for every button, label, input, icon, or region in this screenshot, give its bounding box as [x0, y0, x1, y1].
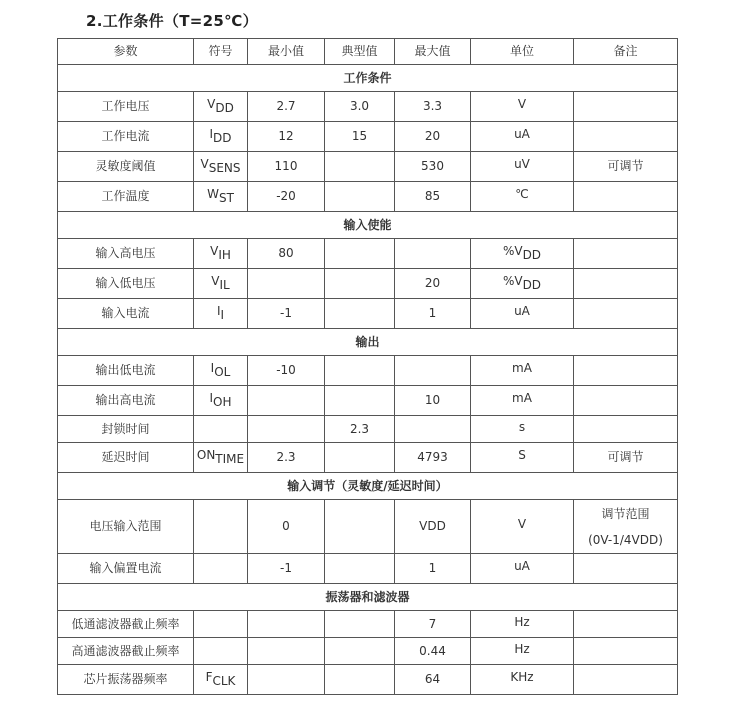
unit-main: KHz — [510, 670, 534, 685]
symbol-main: ON — [196, 448, 216, 463]
section-row — [58, 584, 678, 611]
typ-cell — [325, 611, 395, 638]
note-cell — [574, 665, 678, 695]
header-max: 最大值 — [395, 39, 471, 65]
note-cell — [574, 269, 678, 299]
section-row — [58, 473, 678, 500]
max-cell: 20 — [395, 122, 471, 152]
table-row — [58, 299, 678, 329]
note-cell — [574, 92, 678, 122]
symbol-subscript: TIME — [215, 452, 245, 467]
note-cell: 可调节 — [574, 152, 678, 182]
min-cell: -1 — [248, 299, 325, 329]
symbol-subscript: IL — [219, 278, 230, 293]
unit-cell — [471, 638, 574, 665]
unit-cell — [471, 665, 574, 695]
param-cell: 封锁时间 — [58, 416, 194, 443]
unit-main: mA — [512, 391, 532, 406]
symbol-subscript: IH — [218, 248, 231, 263]
section-row — [58, 329, 678, 356]
param-cell: 芯片振荡器频率 — [58, 665, 194, 695]
typ-cell: 2.3 — [325, 416, 395, 443]
unit-cell — [471, 239, 574, 269]
min-cell: -20 — [248, 182, 325, 212]
note-cell — [574, 416, 678, 443]
symbol-main: I — [209, 127, 214, 142]
table-row — [58, 554, 678, 584]
section-row — [58, 212, 678, 239]
table-row — [58, 122, 678, 152]
param-cell: 灵敏度阈值 — [58, 152, 194, 182]
max-cell: 7 — [395, 611, 471, 638]
typ-cell: 3.0 — [325, 92, 395, 122]
typ-cell — [325, 239, 395, 269]
param-cell: 输入偏置电流 — [58, 554, 194, 584]
symbol-cell — [194, 611, 248, 638]
max-cell: 20 — [395, 269, 471, 299]
max-cell: 4793 — [395, 443, 471, 473]
param-cell: 低通滤波器截止频率 — [58, 611, 194, 638]
unit-cell — [471, 500, 574, 554]
max-cell: 1 — [395, 299, 471, 329]
unit — [515, 187, 528, 205]
table-header-row — [58, 39, 678, 65]
symbol-cell — [194, 152, 248, 182]
min-cell — [248, 269, 325, 299]
note-cell — [574, 611, 678, 638]
min-cell — [248, 611, 325, 638]
symbol-cell — [194, 665, 248, 695]
unit-main: s — [518, 419, 526, 434]
section-title: 输出 — [58, 329, 678, 356]
unit-main: mA — [512, 361, 532, 376]
max-cell — [395, 356, 471, 386]
symbol-subscript: DD — [213, 131, 232, 146]
symbol-main: I — [216, 304, 221, 319]
typ-cell — [325, 356, 395, 386]
param-cell: 延迟时间 — [58, 443, 194, 473]
symbol — [209, 391, 231, 409]
symbol-main: V — [207, 97, 216, 112]
unit-cell — [471, 152, 574, 182]
table-row — [58, 500, 678, 554]
table-row — [58, 386, 678, 416]
section-title: 输入使能 — [58, 212, 678, 239]
unit — [518, 97, 526, 115]
max-cell — [395, 239, 471, 269]
table-row — [58, 269, 678, 299]
note-line-2: (0V-1/4VDD) — [588, 532, 663, 547]
unit-cell — [471, 182, 574, 212]
symbol-main: I — [209, 391, 214, 406]
symbol-main: V — [210, 244, 219, 259]
note-cell — [574, 638, 678, 665]
min-cell: -10 — [248, 356, 325, 386]
max-cell — [395, 416, 471, 443]
table-row — [58, 611, 678, 638]
unit — [518, 448, 526, 466]
typ-cell — [325, 638, 395, 665]
typ-cell — [325, 299, 395, 329]
min-cell: 2.3 — [248, 443, 325, 473]
note-cell: 可调节 — [574, 443, 678, 473]
unit-main: V — [517, 97, 527, 112]
header-typ: 典型值 — [325, 39, 395, 65]
symbol-cell — [194, 239, 248, 269]
unit-subscript: DD — [522, 248, 542, 263]
max-cell: 530 — [395, 152, 471, 182]
unit — [514, 304, 530, 322]
symbol — [211, 274, 229, 292]
typ-cell — [325, 554, 395, 584]
max-cell: 3.3 — [395, 92, 471, 122]
table-row — [58, 416, 678, 443]
unit-main: S — [518, 448, 526, 463]
typ-cell — [325, 500, 395, 554]
symbol-cell — [194, 554, 248, 584]
max-cell: VDD — [395, 500, 471, 554]
max-cell: 85 — [395, 182, 471, 212]
param-cell: 输入低电压 — [58, 269, 194, 299]
unit — [514, 559, 530, 577]
note-cell — [574, 122, 678, 152]
unit-main: ℃ — [515, 187, 529, 202]
table-row — [58, 92, 678, 122]
typ-cell — [325, 443, 395, 473]
note-line-1: 调节范围 — [601, 506, 650, 521]
typ-cell — [325, 665, 395, 695]
table-row — [58, 356, 678, 386]
unit — [519, 420, 525, 438]
unit — [514, 615, 529, 633]
table-row — [58, 665, 678, 695]
table-row — [58, 182, 678, 212]
symbol-cell — [194, 416, 248, 443]
symbol — [211, 361, 231, 379]
max-cell: 0.44 — [395, 638, 471, 665]
unit-cell — [471, 554, 574, 584]
typ-cell — [325, 152, 395, 182]
section-heading: 2.工作条件（T=25℃） — [86, 12, 258, 30]
min-cell — [248, 416, 325, 443]
unit — [514, 642, 529, 660]
symbol-cell — [194, 500, 248, 554]
symbol-subscript: OH — [213, 395, 232, 410]
note-cell — [574, 182, 678, 212]
symbol-main: F — [205, 670, 213, 685]
symbol-subscript: DD — [215, 101, 234, 116]
symbol — [210, 244, 231, 262]
symbol-subscript: CLK — [212, 674, 236, 689]
min-cell — [248, 638, 325, 665]
param-cell: 工作电流 — [58, 122, 194, 152]
symbol — [207, 187, 234, 205]
header-param: 参数 — [58, 39, 194, 65]
max-cell: 64 — [395, 665, 471, 695]
section-title: 输入调节（灵敏度/延迟时间） — [58, 473, 678, 500]
unit-subscript: DD — [522, 278, 542, 293]
unit-main: uA — [514, 127, 530, 142]
symbol-cell — [194, 443, 248, 473]
min-cell: 80 — [248, 239, 325, 269]
symbol-subscript: SENS — [208, 161, 241, 176]
unit-main: uA — [514, 559, 530, 574]
unit-main: Hz — [514, 641, 530, 656]
unit — [512, 391, 532, 409]
unit-main: uV — [514, 157, 530, 172]
min-cell: -1 — [248, 554, 325, 584]
param-cell: 工作温度 — [58, 182, 194, 212]
min-cell — [248, 386, 325, 416]
unit-main: V — [517, 517, 527, 532]
note-cell — [574, 239, 678, 269]
header-symbol: 符号 — [194, 39, 248, 65]
note-cell — [574, 299, 678, 329]
min-cell: 0 — [248, 500, 325, 554]
unit — [503, 244, 541, 262]
unit-cell — [471, 386, 574, 416]
unit — [514, 127, 530, 145]
symbol-cell — [194, 122, 248, 152]
unit-cell — [471, 92, 574, 122]
symbol-cell — [194, 356, 248, 386]
note-cell — [574, 500, 678, 554]
unit — [518, 517, 526, 535]
symbol-cell — [194, 269, 248, 299]
symbol-main: V — [211, 274, 220, 289]
unit — [514, 157, 530, 175]
param-cell: 工作电压 — [58, 92, 194, 122]
param-cell: 输入电流 — [58, 299, 194, 329]
unit-cell — [471, 611, 574, 638]
symbol-main: I — [210, 361, 215, 376]
table-row — [58, 239, 678, 269]
param-cell: 输入高电压 — [58, 239, 194, 269]
symbol — [197, 448, 244, 466]
symbol — [200, 157, 240, 175]
header-min: 最小值 — [248, 39, 325, 65]
typ-cell — [325, 269, 395, 299]
unit-cell — [471, 269, 574, 299]
symbol-cell — [194, 386, 248, 416]
symbol — [209, 127, 231, 145]
section-title: 振荡器和滤波器 — [58, 584, 678, 611]
unit-main: Hz — [514, 614, 530, 629]
unit-main: %V — [502, 244, 523, 259]
section-title: 工作条件 — [58, 65, 678, 92]
min-cell: 110 — [248, 152, 325, 182]
symbol-cell — [194, 638, 248, 665]
symbol — [217, 304, 224, 322]
min-cell: 12 — [248, 122, 325, 152]
typ-cell: 15 — [325, 122, 395, 152]
symbol-subscript: I — [220, 308, 225, 323]
table-row — [58, 443, 678, 473]
table-row — [58, 638, 678, 665]
min-cell — [248, 665, 325, 695]
param-cell: 输出低电流 — [58, 356, 194, 386]
section-row — [58, 65, 678, 92]
param-cell: 电压输入范围 — [58, 500, 194, 554]
operating-conditions-table — [57, 38, 678, 695]
unit-main: %V — [502, 274, 523, 289]
max-cell: 10 — [395, 386, 471, 416]
header-note: 备注 — [574, 39, 678, 65]
note-cell — [574, 356, 678, 386]
unit-cell — [471, 122, 574, 152]
symbol-main: V — [200, 157, 209, 172]
symbol-subscript: OL — [214, 365, 231, 380]
symbol-cell — [194, 92, 248, 122]
unit-cell — [471, 356, 574, 386]
unit-main: uA — [514, 304, 530, 319]
unit — [512, 361, 532, 379]
max-cell: 1 — [395, 554, 471, 584]
typ-cell — [325, 386, 395, 416]
symbol-cell — [194, 299, 248, 329]
unit — [510, 670, 533, 688]
unit-cell — [471, 299, 574, 329]
symbol — [206, 670, 236, 688]
unit — [503, 274, 541, 292]
param-cell: 输出高电流 — [58, 386, 194, 416]
symbol — [207, 97, 234, 115]
unit-cell — [471, 416, 574, 443]
min-cell: 2.7 — [248, 92, 325, 122]
note-cell — [574, 554, 678, 584]
symbol-main: W — [207, 187, 219, 202]
symbol-subscript: ST — [218, 191, 234, 206]
symbol-cell — [194, 182, 248, 212]
unit-cell — [471, 443, 574, 473]
typ-cell — [325, 182, 395, 212]
header-unit: 单位 — [471, 39, 574, 65]
table-row — [58, 152, 678, 182]
note-cell — [574, 386, 678, 416]
param-cell: 高通滤波器截止频率 — [58, 638, 194, 665]
